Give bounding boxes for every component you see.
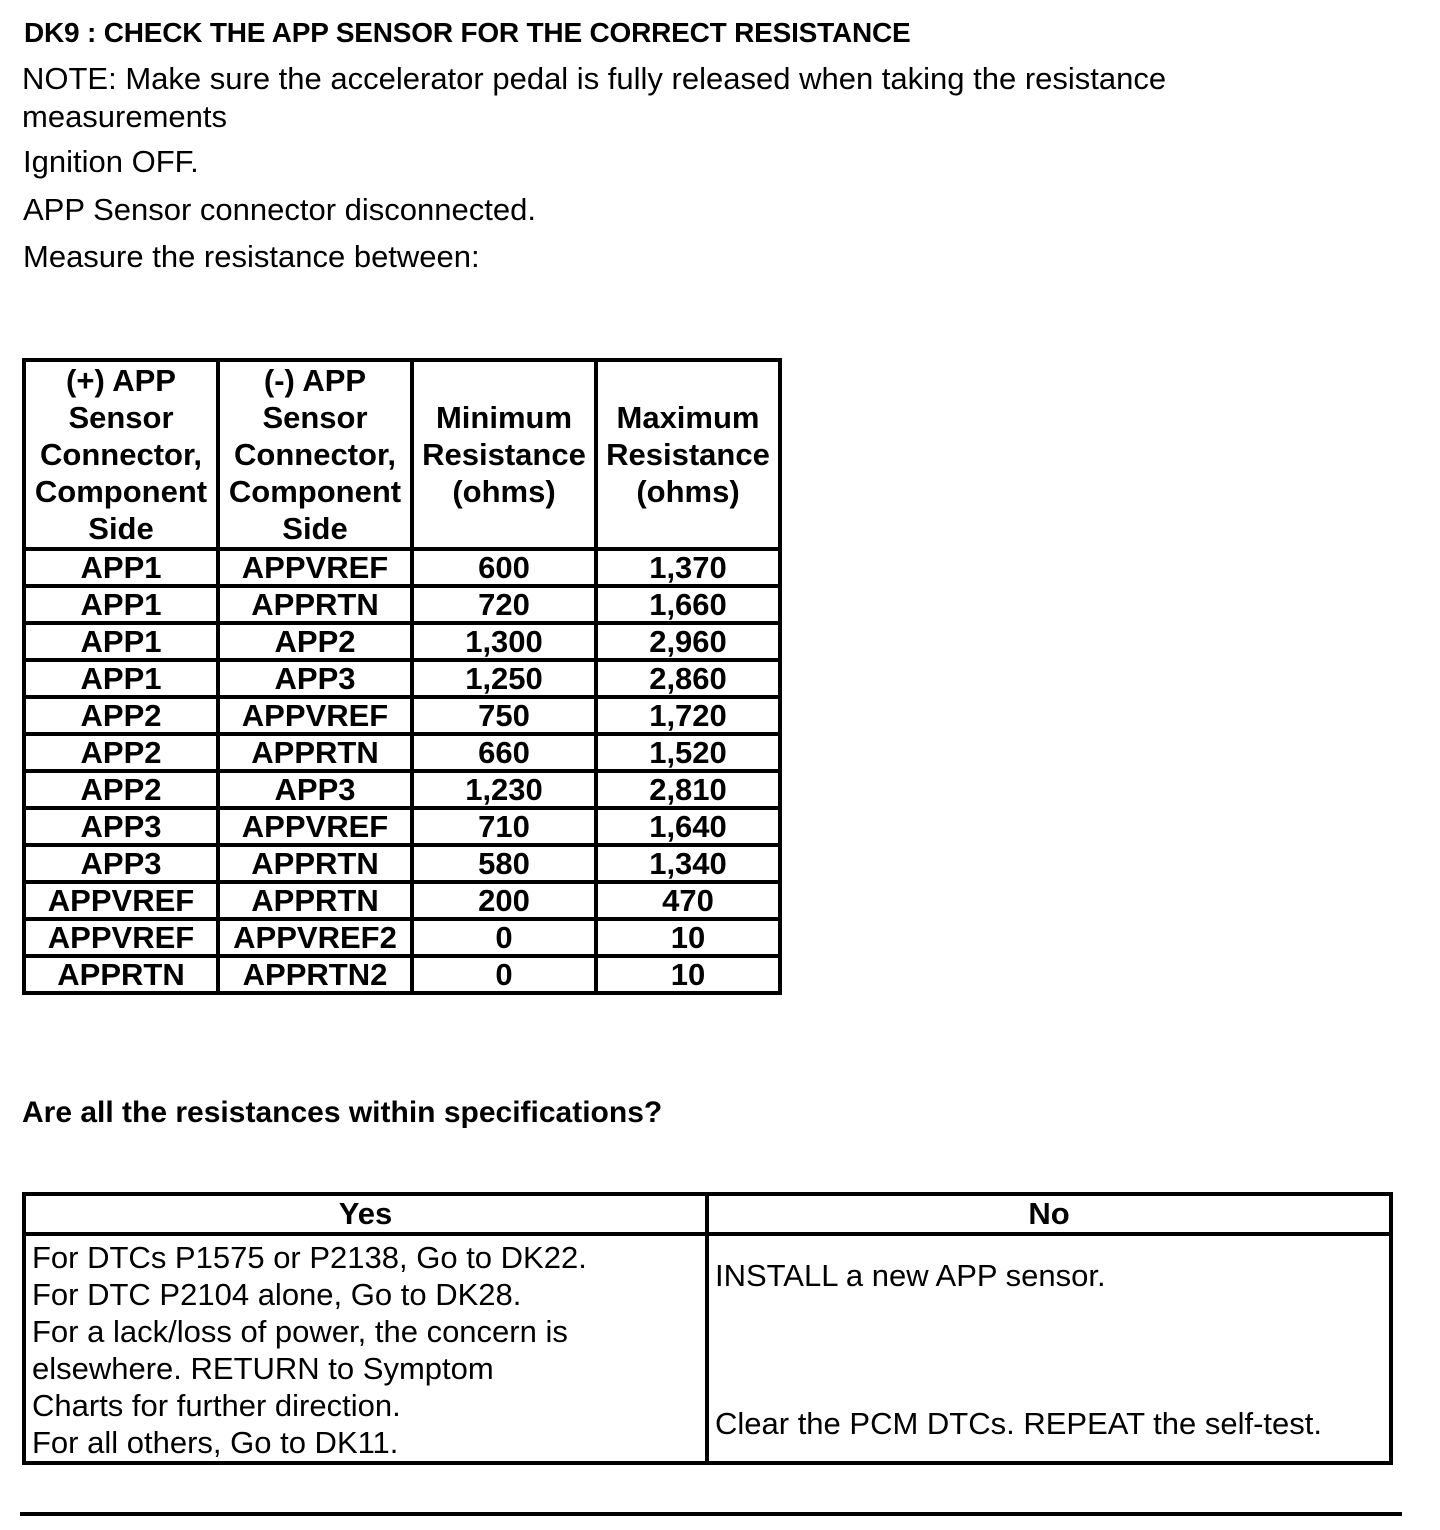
- no-cell: [707, 1234, 1391, 1463]
- minimum-resistance-cell: 710: [412, 808, 596, 845]
- maximum-resistance-cell: 10: [596, 919, 780, 956]
- positive-terminal-cell: APPVREF: [24, 919, 218, 956]
- positive-terminal-cell: APP2: [24, 771, 218, 808]
- maximum-resistance-cell: 1,520: [596, 734, 780, 771]
- minimum-resistance-cell: 580: [412, 845, 596, 882]
- no-clear-instruction: Clear the PCM DTCs. REPEAT the self-test.: [715, 1406, 1322, 1441]
- header-line: Component: [228, 474, 402, 509]
- yes-instructions: [26, 1236, 705, 1461]
- negative-terminal-cell: APPRTN2: [218, 956, 412, 993]
- table-row: [24, 919, 780, 956]
- negative-terminal-cell: APPRTN: [218, 586, 412, 623]
- maximum-resistance-cell: 2,960: [596, 623, 780, 660]
- negative-terminal-cell: APP2: [218, 623, 412, 660]
- question-text: Are all the resistances within specifications?: [22, 1096, 663, 1129]
- header-line: Side: [88, 511, 154, 546]
- header-line: (-) APP: [263, 363, 367, 398]
- header-line: Minimum: [435, 400, 573, 435]
- yes-line: For a lack/loss of power, the concern is: [32, 1314, 568, 1349]
- header-line: Resistance: [422, 437, 586, 472]
- table-row: [24, 771, 780, 808]
- positive-terminal-cell: APP2: [24, 734, 218, 771]
- table-row: [24, 734, 780, 771]
- header-maximum-resistance: [596, 360, 780, 549]
- positive-terminal-cell: APPRTN: [24, 956, 218, 993]
- header-line: Connector,: [234, 437, 396, 472]
- bottom-divider: [20, 1512, 1402, 1516]
- maximum-resistance-cell: 1,720: [596, 697, 780, 734]
- negative-terminal-cell: APP3: [218, 771, 412, 808]
- header-line: Sensor: [262, 400, 368, 435]
- instruction-ignition: Ignition OFF.: [23, 144, 199, 179]
- negative-terminal-cell: APPVREF: [218, 808, 412, 845]
- maximum-resistance-cell: 1,660: [596, 586, 780, 623]
- header-line: Side: [282, 511, 348, 546]
- no-header: No: [707, 1194, 1391, 1234]
- negative-terminal-cell: APPRTN: [218, 882, 412, 919]
- yes-line: elsewhere. RETURN to Symptom: [32, 1351, 494, 1386]
- header-line: (ohms): [452, 474, 556, 509]
- negative-terminal-cell: APP3: [218, 660, 412, 697]
- resistance-spec-table: [22, 358, 782, 995]
- header-line: Resistance: [606, 437, 770, 472]
- table-header-row: [24, 360, 780, 549]
- negative-terminal-cell: APPVREF: [218, 697, 412, 734]
- result-table: [22, 1192, 1393, 1465]
- instruction-connector: APP Sensor connector disconnected.: [23, 192, 536, 227]
- negative-terminal-cell: APPVREF: [218, 549, 412, 586]
- minimum-resistance-cell: 0: [412, 919, 596, 956]
- maximum-resistance-cell: 2,810: [596, 771, 780, 808]
- yes-line: For DTC P2104 alone, Go to DK28.: [32, 1277, 522, 1312]
- minimum-resistance-cell: 600: [412, 549, 596, 586]
- positive-terminal-cell: APP1: [24, 586, 218, 623]
- negative-terminal-cell: APPVREF2: [218, 919, 412, 956]
- header-minimum-resistance: [412, 360, 596, 549]
- positive-terminal-cell: APP1: [24, 660, 218, 697]
- header-negative-terminal: [218, 360, 412, 549]
- positive-terminal-cell: APP2: [24, 697, 218, 734]
- minimum-resistance-cell: 1,300: [412, 623, 596, 660]
- table-row: [24, 808, 780, 845]
- header-line: Maximum: [616, 400, 760, 435]
- minimum-resistance-cell: 200: [412, 882, 596, 919]
- maximum-resistance-cell: 2,860: [596, 660, 780, 697]
- header-positive-terminal: [24, 360, 218, 549]
- table-row: [24, 623, 780, 660]
- minimum-resistance-cell: 750: [412, 697, 596, 734]
- minimum-resistance-cell: 660: [412, 734, 596, 771]
- header-line: (+) APP: [66, 363, 176, 398]
- positive-terminal-cell: APP3: [24, 808, 218, 845]
- table-row: [24, 586, 780, 623]
- positive-terminal-cell: APP1: [24, 549, 218, 586]
- positive-terminal-cell: APP1: [24, 623, 218, 660]
- positive-terminal-cell: APPVREF: [24, 882, 218, 919]
- negative-terminal-cell: APPRTN: [218, 845, 412, 882]
- maximum-resistance-cell: 1,370: [596, 549, 780, 586]
- maximum-resistance-cell: 10: [596, 956, 780, 993]
- table-row: [24, 956, 780, 993]
- positive-terminal-cell: APP3: [24, 845, 218, 882]
- negative-terminal-cell: APPRTN: [218, 734, 412, 771]
- note-text: NOTE: Make sure the accelerator pedal is fully released when taking the resistance measurements: [22, 61, 1167, 134]
- table-row: [24, 549, 780, 586]
- result-row: [24, 1234, 1391, 1463]
- header-line: (ohms): [636, 474, 740, 509]
- minimum-resistance-cell: 0: [412, 956, 596, 993]
- table-row: [24, 845, 780, 882]
- instruction-measure: Measure the resistance between:: [23, 239, 480, 274]
- maximum-resistance-cell: 1,640: [596, 808, 780, 845]
- header-line: Sensor: [68, 400, 174, 435]
- header-line: Component: [34, 474, 208, 509]
- minimum-resistance-cell: 720: [412, 586, 596, 623]
- header-line: Connector,: [40, 437, 202, 472]
- result-header-row: [24, 1194, 1391, 1234]
- maximum-resistance-cell: 1,340: [596, 845, 780, 882]
- yes-header: Yes: [24, 1194, 707, 1234]
- minimum-resistance-cell: 1,250: [412, 660, 596, 697]
- yes-line: Charts for further direction.: [32, 1388, 401, 1423]
- minimum-resistance-cell: 1,230: [412, 771, 596, 808]
- table-row: [24, 697, 780, 734]
- table-row: [24, 660, 780, 697]
- yes-line: For all others, Go to DK11.: [32, 1425, 399, 1460]
- yes-line: For DTCs P1575 or P2138, Go to DK22.: [32, 1240, 587, 1275]
- table-row: [24, 882, 780, 919]
- maximum-resistance-cell: 470: [596, 882, 780, 919]
- yes-cell: [24, 1234, 707, 1463]
- no-install-instruction: INSTALL a new APP sensor.: [715, 1258, 1106, 1293]
- page-title: DK9 : CHECK THE APP SENSOR FOR THE CORRECT RESISTANCE: [24, 17, 911, 48]
